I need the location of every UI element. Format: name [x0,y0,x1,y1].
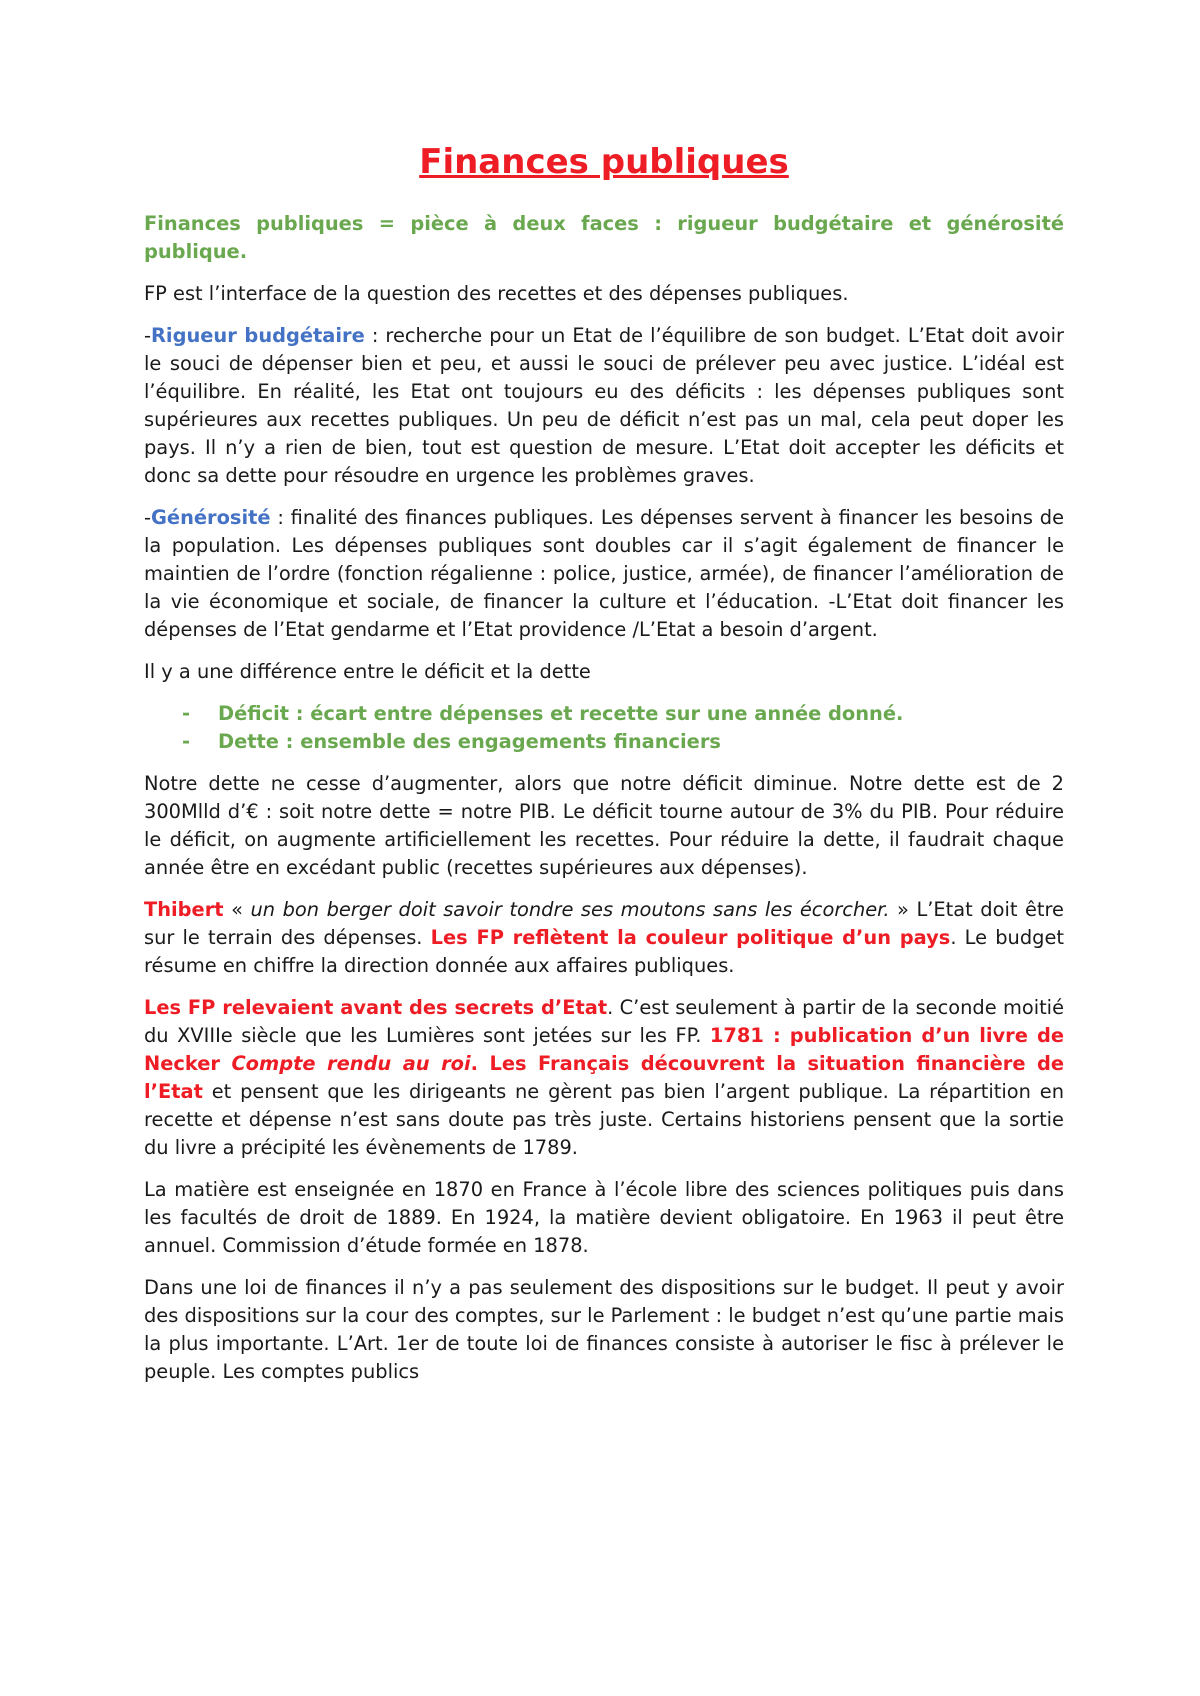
definition-list [182,700,1064,756]
paragraph-rigueur [144,322,1064,490]
document-page [144,138,1064,1400]
generosite-prefix: - [144,506,151,529]
paragraph-secrets [144,994,1064,1162]
rigueur-text: : recherche pour un Etat de l’équilibre de son budget. L’Etat doit avoir le souci de dépenser bien et peu, et aussi le souci de prélever peu avec justice. L’idéal est l’équilibre. En réalité, les Etat ont toujours eu des déficits : les dépenses publiques sont supérieures aux recettes publiques. Un peu de déficit n’est pas un mal, cela peut doper les pays. Il n’y a rien de bien, tout est question de mesure. L’Etat doit accepter les déficits et donc sa dette pour résoudre en urgence les problèmes graves. [144,324,1065,487]
paragraph-thibert [144,896,1064,980]
paragraph-dette: Notre dette ne cesse d’augmenter, alors que notre déficit diminue. Notre dette est de 2 300Mlld d’€ : soit notre dette = notre PIB. Le déficit tourne autour de 3% du PIB. Pour réduire le déficit, on augmente artificiellement les recettes. Pour réduire la dette, il faudrait chaque année être en excédant public (recettes supérieures aux dépenses). [144,772,1064,879]
secrets-text-1: . C’est seulement à partir de la seconde moitié du XVIIIe siècle que les Lumières sont jetées sur les FP. [144,996,1065,1047]
paragraph-difference: Il y a une différence entre le déficit et la dette [144,660,591,683]
paragraph-matiere: La matière est enseignée en 1870 en France à l’école libre des sciences politiques puis dans les facultés de droit de 1889. En 1924, la matière devient obligatoire. En 1963 il peut être annuel. Commission d’étude formée en 1878. [144,1178,1064,1257]
secrets-lead: Les FP relevaient avant des secrets d’Etat [144,996,608,1019]
list-dash: - [182,730,191,753]
intro-paragraph: Finances publiques = pièce à deux faces : rigueur budgétaire et générosité publique. [144,212,1064,263]
secrets-text-2: et pensent que les dirigeants ne gèrent pas bien l’argent publique. La répartition en recette et dépense n’est sans doute pas très juste. Certains historiens pensent que la sortie du livre a précipité les évènements de 1789. [144,1080,1064,1159]
thibert-highlight: Les FP reflètent la couleur politique d’un pays [430,926,951,949]
list-item-text: Dette : ensemble des engagements financiers [218,730,721,753]
thibert-tail: . Le budget résume en chiffre la direction donnée aux affaires publiques. [144,926,1064,977]
rigueur-term: Rigueur budgétaire [151,324,365,347]
paragraph-fp-interface: FP est l’interface de la question des recettes et des dépenses publiques. [144,282,849,305]
list-item-dette [182,728,1064,756]
list-item-text: Déficit : écart entre dépenses et recette sur une année donné. [218,702,904,725]
generosite-text: : finalité des finances publiques. Les dépenses servent à financer les besoins de la population. Les dépenses publiques sont doubles car il s’agit également de financer le maintien de l’ordre (fonction régalienne : police, justice, armée), de financer l’amélioration de la vie économique et sociale, de financer la culture et l’éducation. -L’Etat doit financer les dépenses de l’Etat gendarme et l’Etat providence /L’Etat a besoin d’argent. [144,506,1064,641]
generosite-term: Générosité [151,506,271,529]
page-title: Finances publiques [419,142,789,182]
secrets-book-title: Compte rendu au roi [231,1052,471,1075]
thibert-close-quote: » L’Etat doit être sur le terrain des dépenses. [144,898,1064,949]
paragraph-generosite [144,504,1064,644]
secrets-red-1: 1781 : publication d’un livre de Necker [144,1024,1064,1075]
secrets-red-2: . Les Français découvrent la situation financière de l’Etat [144,1052,1064,1103]
list-item-deficit [182,700,1064,728]
rigueur-prefix: - [144,324,151,347]
thibert-open-quote: « [223,898,251,921]
thibert-quote: un bon berger doit savoir tondre ses moutons sans les écorcher. [250,898,890,921]
thibert-name: Thibert [144,898,224,921]
paragraph-loi: Dans une loi de finances il n’y a pas seulement des dispositions sur le budget. Il peut y avoir des dispositions sur la cour des comptes, sur le Parlement : le budget n’est qu’une partie mais la plus importante. L’Art. 1er de toute loi de finances consiste à autoriser le fisc à prélever le peuple. Les comptes publics [144,1276,1064,1383]
list-dash: - [182,702,191,725]
